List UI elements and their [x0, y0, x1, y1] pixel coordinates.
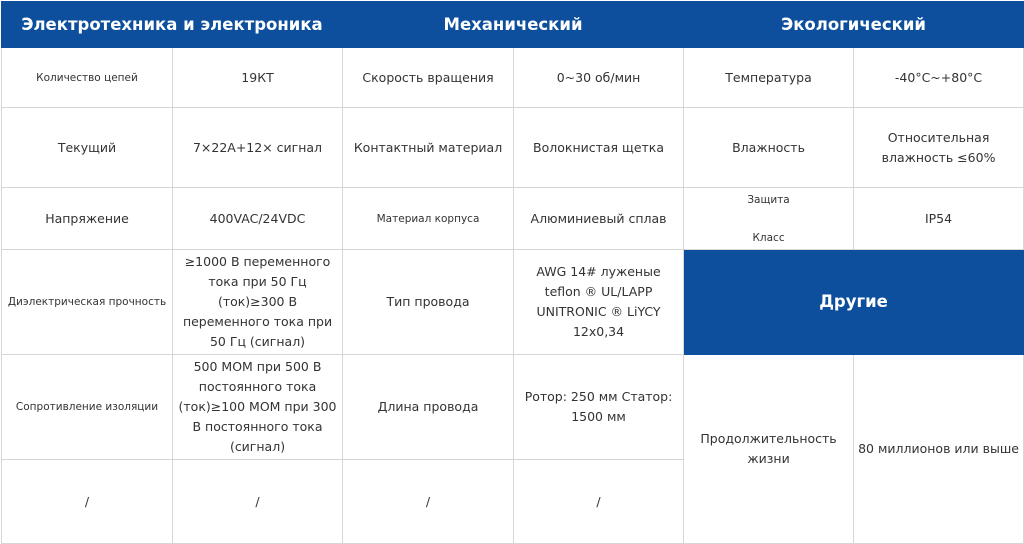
- housing-value: Алюминиевый сплав: [514, 188, 684, 250]
- temperature-label: Температура: [684, 48, 854, 108]
- circuits-label: Количество цепей: [2, 48, 173, 108]
- insulation-value: 500 МОМ при 500 В постоянного тока (ток)≥100 МОМ при 300 В постоянного тока (сигнал): [173, 355, 343, 460]
- blank-mechanical-value: /: [514, 460, 684, 544]
- blank-electrical-value: /: [173, 460, 343, 544]
- housing-label: Материал корпуса: [343, 188, 514, 250]
- voltage-value: 400VAC/24VDC: [173, 188, 343, 250]
- blank-mechanical-label: /: [343, 460, 514, 544]
- current-value: 7×22A+12× сигнал: [173, 108, 343, 188]
- dielectric-value: ≥1000 В переменного тока при 50 Гц (ток)≥300 В переменного тока при 50 Гц (сигнал): [173, 250, 343, 355]
- humidity-value: Относительная влажность ≤60%: [854, 108, 1024, 188]
- wire-length-value: Ротор: 250 мм Статор: 1500 мм: [514, 355, 684, 460]
- header-electrical: Электротехника и электроника: [2, 2, 343, 48]
- contact-label: Контактный материал: [343, 108, 514, 188]
- speed-label: Скорость вращения: [343, 48, 514, 108]
- voltage-label: Напряжение: [2, 188, 173, 250]
- protection-label-top: Защита: [747, 193, 790, 206]
- blank-electrical-label: /: [2, 460, 173, 544]
- header-other: Другие: [684, 250, 1024, 355]
- header-mechanical: Механический: [343, 2, 684, 48]
- speed-value: 0~30 об/мин: [514, 48, 684, 108]
- temperature-value: -40°C~+80°C: [854, 48, 1024, 108]
- protection-value: IP54: [854, 188, 1024, 250]
- dielectric-label: Диэлектрическая прочность: [2, 250, 173, 355]
- protection-class-label: [684, 188, 854, 250]
- contact-value: Волокнистая щетка: [514, 108, 684, 188]
- protection-label-bottom: Класс: [752, 231, 785, 244]
- lifetime-value: 80 миллионов или выше: [854, 355, 1024, 544]
- specification-table: [1, 1, 1024, 544]
- wire-type-label: Тип провода: [343, 250, 514, 355]
- insulation-label: Сопротивление изоляции: [2, 355, 173, 460]
- header-ecological: Экологический: [684, 2, 1024, 48]
- humidity-label: Влажность: [684, 108, 854, 188]
- current-label: Текущий: [2, 108, 173, 188]
- wire-length-label: Длина провода: [343, 355, 514, 460]
- circuits-value: 19КТ: [173, 48, 343, 108]
- lifetime-label: Продолжительность жизни: [684, 355, 854, 544]
- wire-type-value: AWG 14# луженые teflon ® UL/LAPP UNITRONIC ® LiYCY 12x0,34: [514, 250, 684, 355]
